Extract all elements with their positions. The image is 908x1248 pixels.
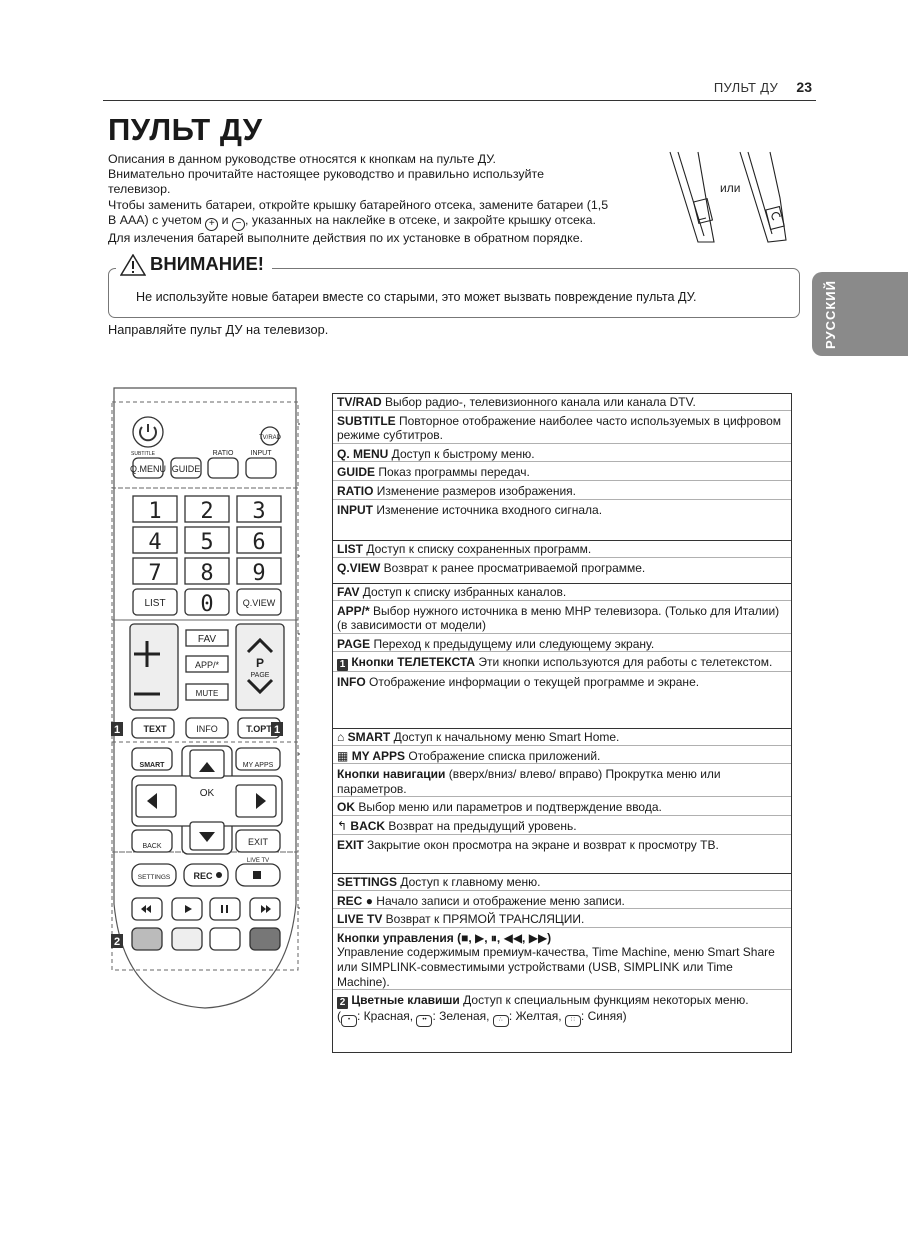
desc-ok: OK Выбор меню или параметров и подтверждение ввода. (333, 796, 791, 815)
intro-line (108, 213, 668, 231)
intro-fragment: , указанных на наклейке в отсеке, и закройте крышку отсека. (245, 212, 596, 227)
desc-back: ↰ BACK Возврат на предыдущий уровень. (333, 815, 791, 834)
marker-1-label: 1 (273, 724, 281, 736)
desc-rec: REC ● Начало записи и отображение меню записи. (333, 890, 791, 909)
desc-ratio: RATIO Изменение размеров изображения. (333, 480, 791, 499)
grid-icon: ▦ (337, 748, 349, 763)
plus-icon: + (205, 218, 218, 231)
live-tv-label: LIVE TV (246, 858, 270, 864)
digit-label: 6 (252, 530, 266, 555)
desc-group-navigation (333, 729, 791, 874)
yellow-button (210, 928, 240, 950)
desc-q-menu: Q. MENU Доступ к быстрому меню. (333, 443, 791, 462)
desc-exit: EXIT Закрытие окон просмотра на экране и возврат к просмотру ТВ. (333, 834, 791, 853)
input-button (246, 458, 276, 478)
warning-text: Не используйте новые батареи вместе со старыми, это может вызвать повреждение пульта ДУ. (136, 290, 697, 304)
desc-control: Кнопки управления (■, ▶, ⏸, ◀◀, ▶▶) Управление содержимым премиум-качества, Time Machine, меню Smart Share или SIMPLINK-совместимыми устройствами (USB, SIMPLINK или Time Machine). (333, 927, 791, 989)
input-label: INPUT (250, 450, 272, 457)
my-apps-label: MY APPS (242, 762, 274, 769)
button-description-table (332, 393, 792, 1053)
desc-info: INFO Отображение информации о текущей программе и экране. (333, 671, 791, 690)
battery-cover-illustration (668, 150, 806, 250)
green-button (172, 928, 202, 950)
marker-2-label: 2 (113, 936, 121, 948)
digit-label: 7 (148, 561, 162, 586)
red-key-icon: • (341, 1015, 357, 1027)
text-label: TEXT (143, 724, 167, 734)
digit-label: 8 (200, 561, 214, 586)
desc-page: PAGE Переход к предыдущему или следующему экрану. (333, 633, 791, 652)
ratio-button (208, 458, 238, 478)
app-label: APP/* (194, 660, 220, 670)
p-label: P (255, 656, 265, 670)
desc-group-top (333, 394, 791, 541)
desc-smart: ⌂ SMART Доступ к начальному меню Smart Home. (337, 730, 620, 744)
intro-line: Для излечения батарей выполните действия по их установке в обратном порядке. (108, 230, 584, 245)
marker-2-badge: 2 (337, 997, 348, 1009)
mute-label: MUTE (195, 689, 219, 698)
desc-settings: SETTINGS Доступ к главному меню. (337, 875, 541, 889)
desc-group-volume (333, 584, 791, 729)
q-menu-label: Q.MENU (130, 464, 166, 474)
marker-1-label: 1 (113, 724, 121, 736)
subtitle-label: SUBTITLE (131, 451, 155, 457)
desc-live-tv: LIVE TV Возврат к ПРЯМОЙ ТРАНСЛЯЦИИ. (333, 908, 791, 927)
volume-rocker (130, 624, 178, 710)
language-tab (812, 272, 908, 356)
intro-line: телевизор. (108, 182, 171, 197)
list-label: LIST (144, 598, 166, 609)
desc-my-apps: ▦ MY APPS Отображение списка приложений. (333, 745, 791, 764)
green-key-icon: •• (416, 1015, 432, 1027)
digit-label: 1 (148, 499, 162, 524)
digit-label: 0 (200, 592, 214, 617)
back-arrow-icon: ↰ (337, 818, 348, 833)
desc-list: LIST Доступ к списку сохраненных программ. (337, 542, 592, 556)
guide-label: GUIDE (171, 464, 201, 474)
digit-label: 2 (200, 499, 214, 524)
minus-icon: − (232, 218, 245, 231)
warning-heading (116, 253, 272, 276)
desc-q-view: Q.VIEW Возврат к ранее просматриваемой программе. (333, 557, 791, 576)
ok-label: OK (199, 788, 215, 799)
page-label: PAGE (250, 672, 270, 679)
intro-line: Чтобы заменить батареи, откройте крышку батарейного отсека, замените батареи (1,5 (108, 197, 609, 212)
desc-guide: GUIDE Показ программы передач. (333, 461, 791, 480)
digit-label: 9 (252, 561, 266, 586)
point-instruction: Направляйте пульт ДУ на телевизор. (108, 322, 329, 337)
desc-input: INPUT Изменение источника входного сигнала. (333, 499, 791, 518)
header-section: ПУЛЬТ ДУ (713, 80, 778, 95)
intro-text (108, 152, 668, 246)
intro-fragment: В AAA) с учетом (108, 212, 206, 227)
record-dot-icon: ● (365, 893, 373, 908)
desc-fav: FAV Доступ к списку избранных каналов. (337, 585, 567, 599)
desc-subtitle: SUBTITLE Повторное отображение наиболее часто используемых в цифровом режиме субтитров. (333, 410, 791, 443)
page-title: ПУЛЬТ ДУ (108, 112, 263, 147)
t-opt-label: T.OPT (246, 724, 272, 734)
desc-group-playback (333, 874, 791, 1052)
yellow-key-icon: ∴ (493, 1015, 509, 1027)
desc-group-digits (333, 541, 791, 584)
or-label: или (720, 181, 741, 195)
digit-label: 3 (252, 499, 266, 524)
exit-label: EXIT (247, 837, 269, 847)
back-label: BACK (142, 843, 162, 850)
info-label: INFO (196, 724, 218, 734)
blue-button (250, 928, 280, 950)
smart-label: SMART (139, 762, 165, 769)
digit-label: 4 (148, 530, 162, 555)
pause-button (210, 898, 240, 920)
digit-label: 5 (200, 530, 214, 555)
marker-1-badge: 1 (337, 659, 348, 671)
remote-control-illustration (110, 384, 300, 1012)
intro-fragment: и (218, 212, 233, 227)
red-button (132, 928, 162, 950)
fav-label: FAV (197, 634, 217, 645)
tv-rad-label: TV/RAD (258, 435, 282, 441)
ratio-label: RATIO (212, 450, 234, 457)
desc-tv-rad: TV/RAD Выбор радио-, телевизионного канала или канала DTV. (337, 395, 696, 409)
desc-teletext: 1 Кнопки ТЕЛЕТЕКСТА Эти кнопки используются для работы с телетекстом. (333, 651, 791, 671)
warning-icon (120, 254, 146, 276)
page-header (103, 80, 816, 101)
q-view-label: Q.VIEW (242, 598, 276, 608)
warning-title: ВНИМАНИЕ! (150, 253, 264, 274)
intro-line: Описания в данном руководстве относятся к кнопкам на пульте ДУ. (108, 152, 496, 166)
page-number: 23 (796, 79, 812, 95)
blue-key-icon: ∷ (565, 1015, 581, 1027)
desc-color-keys: 2 Цветные клавиши Доступ к специальным функциям некоторых меню. ( • : Красная, •• : Зеленая, ∴ : Желтая, ∷ : Синяя) (333, 989, 791, 1027)
home-icon: ⌂ (337, 730, 345, 744)
settings-label: SETTINGS (137, 874, 171, 881)
desc-app: APP/* Выбор нужного источника в меню MHP телевизора. (Только для Италии) (в зависимости от модели) (333, 600, 791, 633)
rec-label: REC (193, 871, 213, 881)
intro-line: Внимательно прочитайте настоящее руководство и правильно используйте (108, 167, 544, 182)
language-label: РУССКИЙ (823, 280, 838, 349)
desc-navigation: Кнопки навигации (вверх/вниз/ влево/ вправо) Прокрутка меню или параметров. (333, 763, 791, 796)
